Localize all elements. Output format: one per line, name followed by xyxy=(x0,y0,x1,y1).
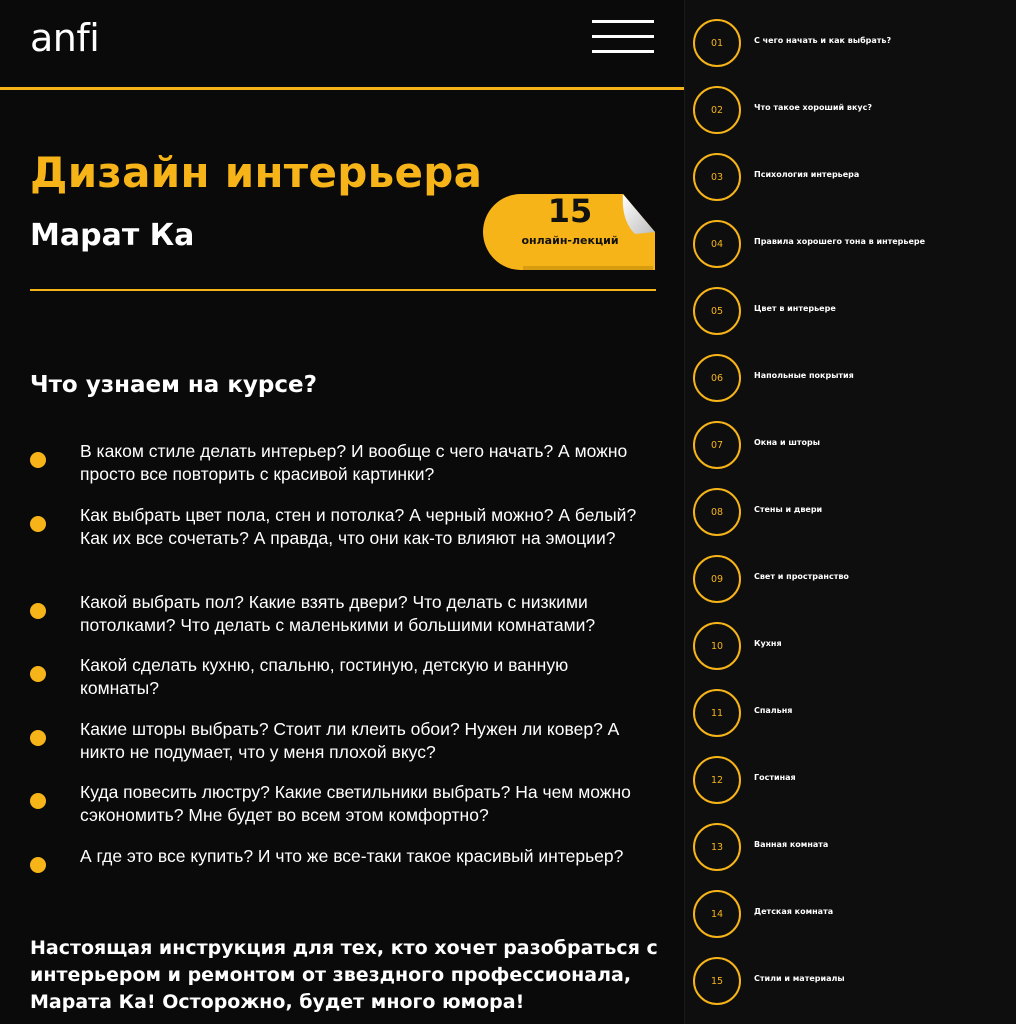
list-item-text: В каком стиле делать интерьер? И вообще с чего начать? А можно просто все повторить с красивой картинки? xyxy=(80,441,628,484)
list-item-text: Как выбрать цвет пола, стен и потолка? А черный можно? А белый? Как их все сочетать? А правда, что они как-то влияют на эмоции? xyxy=(80,505,637,548)
lesson-item[interactable] xyxy=(693,957,1013,1005)
bullet-dot xyxy=(30,452,46,468)
lesson-item[interactable] xyxy=(693,555,1013,603)
lesson-title: Цвет в интерьере xyxy=(754,304,836,313)
lesson-title: Психология интерьера xyxy=(754,170,860,179)
lesson-number: 10 xyxy=(693,622,741,670)
lectures-count: 15 xyxy=(547,192,593,230)
course-description: Настоящая инструкция для тех, кто хочет разобраться с интерьером и ремонтом от звездного профессионала, Марата Ка! Осторожно, будет много юмора! xyxy=(30,937,658,1013)
list-item-text: Какие шторы выбрать? Стоит ли клеить обои? Нужен ли ковер? А никто не подумает, что у меня плохой вкус? xyxy=(80,719,620,762)
lesson-item[interactable] xyxy=(693,153,1013,201)
lesson-title: Стены и двери xyxy=(754,505,823,514)
bullet-dot xyxy=(30,666,46,682)
lesson-title: С чего начать и как выбрать? xyxy=(754,36,892,45)
lesson-item[interactable] xyxy=(693,421,1013,469)
lesson-title: Напольные покрытия xyxy=(754,371,854,380)
list-item-text: Какой выбрать пол? Какие взять двери? Что делать с низкими потолками? Что делать с маленькими и большими комнатами? xyxy=(80,592,596,635)
lesson-number: 02 xyxy=(693,86,741,134)
bullet-dot xyxy=(30,793,46,809)
lesson-item[interactable] xyxy=(693,823,1013,871)
list-item-text: Куда повесить люстру? Какие светильники выбрать? На чем можно сэкономить? Мне будет во всем этом комфортно? xyxy=(80,782,631,825)
hamburger-line xyxy=(592,35,654,38)
lesson-title: Стили и материалы xyxy=(754,974,845,983)
lesson-title: Свет и пространство xyxy=(754,572,849,581)
course-author: Марат Ка xyxy=(30,218,195,253)
lesson-number: 14 xyxy=(693,890,741,938)
lesson-item[interactable] xyxy=(693,220,1013,268)
lesson-title: Детская комната xyxy=(754,907,834,916)
header-divider xyxy=(0,87,684,90)
lesson-item[interactable] xyxy=(693,756,1013,804)
lesson-title: Окна и шторы xyxy=(754,438,820,447)
lesson-number: 04 xyxy=(693,220,741,268)
lessons-sidebar xyxy=(684,0,1016,1024)
lesson-number: 01 xyxy=(693,19,741,67)
bullet-dot xyxy=(30,603,46,619)
hamburger-line xyxy=(592,20,654,23)
lesson-number: 05 xyxy=(693,287,741,335)
bullet-dot xyxy=(30,857,46,873)
lesson-title: Правила хорошего тона в интерьере xyxy=(754,237,926,246)
list-item-text: А где это все купить? И что же все-таки такое красивый интерьер? xyxy=(80,846,624,866)
lesson-number: 06 xyxy=(693,354,741,402)
lesson-number: 13 xyxy=(693,823,741,871)
lesson-item[interactable] xyxy=(693,86,1013,134)
course-title: Дизайн интерьера xyxy=(30,148,483,197)
lesson-item[interactable] xyxy=(693,287,1013,335)
lesson-title: Спальня xyxy=(754,706,793,715)
list-item-text: Какой сделать кухню, спальню, гостиную, детскую и ванную комнаты? xyxy=(80,655,569,698)
lectures-label: онлайн-лекций xyxy=(521,234,619,247)
lesson-number: 12 xyxy=(693,756,741,804)
anfi-logo[interactable]: anfi xyxy=(30,16,100,60)
hamburger-line xyxy=(592,50,654,53)
lesson-title: Ванная комната xyxy=(754,840,829,849)
lesson-number: 11 xyxy=(693,689,741,737)
section-divider xyxy=(30,289,656,291)
lesson-number: 08 xyxy=(693,488,741,536)
lesson-item[interactable] xyxy=(693,354,1013,402)
lectures-sticker xyxy=(483,192,655,270)
lesson-number: 15 xyxy=(693,957,741,1005)
lesson-item[interactable] xyxy=(693,488,1013,536)
lesson-item[interactable] xyxy=(693,890,1013,938)
lesson-number: 09 xyxy=(693,555,741,603)
lesson-title: Кухня xyxy=(754,639,782,648)
bullet-dot xyxy=(30,730,46,746)
hamburger-icon[interactable] xyxy=(592,18,654,56)
lesson-title: Что такое хороший вкус? xyxy=(754,103,873,112)
lesson-item[interactable] xyxy=(693,622,1013,670)
learn-heading: Что узнаем на курсе? xyxy=(30,372,317,398)
bullet-dot xyxy=(30,516,46,532)
lesson-number: 07 xyxy=(693,421,741,469)
lesson-item[interactable] xyxy=(693,19,1013,67)
lesson-number: 03 xyxy=(693,153,741,201)
lesson-title: Гостиная xyxy=(754,773,796,782)
lesson-item[interactable] xyxy=(693,689,1013,737)
